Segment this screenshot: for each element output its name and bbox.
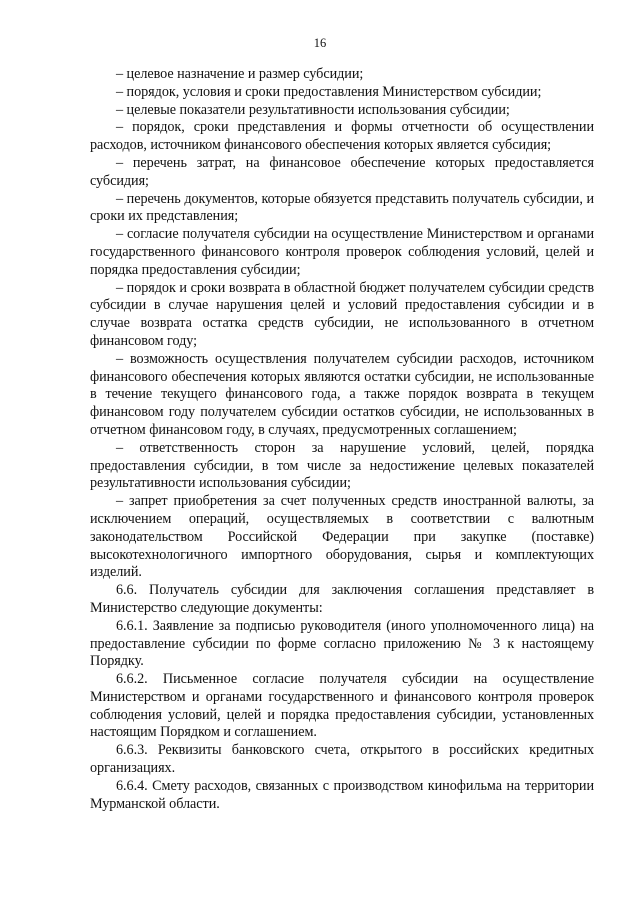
list-item-purpose: – целевое назначение и размер субсидии; (116, 66, 364, 82)
list-item-costs: – перечень затрат, на финансовое обеспечение которых предоставляется субсидия; (90, 154, 594, 189)
list-item-documents: – перечень документов, которые обязуется представить получатель субсидии, и сроки их представления; (90, 190, 594, 225)
document-body (90, 66, 594, 813)
page-number: 16 (313, 36, 327, 50)
section-6-6-1: 6.6.1. Заявление за подписью руководителя (иного уполномоченного лица) на предоставление субсидии по форме согласно приложению № 3 к настоящему Порядку. (90, 617, 594, 670)
section-6-6-2: 6.6.2. Письменное согласие получателя субсидии на осуществление Министерством и органами государственного и финансового контроля проверок соблюдения условий, целей и порядка предоставления субсидии, установленных настоящим Порядком и соглашением. (90, 671, 594, 741)
list-item-consent: – согласие получателя субсидии на осуществление Министерством и органами государственного финансового контроля проверок соблюдения условий, целей и порядка предоставления субсидии; (90, 226, 594, 278)
section-6-6-4: 6.6.4. Смету расходов, связанных с производством кинофильма на территории Мурманской области. (90, 777, 594, 812)
section-6-6: 6.6. Получатель субсидии для заключения соглашения представляет в Министерство следующие документы: (90, 582, 594, 616)
list-item-reporting: – порядок, сроки представления и формы отчетности об осуществлении расходов, источником финансового обеспечения которых является субсидия; (90, 119, 594, 154)
list-item-indicators: – целевые показатели результативности использования субсидии; (116, 101, 510, 118)
list-item-remainder: – возможность осуществления получателем субсидии расходов, источником финансового обеспечения которых являются остатки субсидии, не использованные в течение текущего финансового года, а также порядок возврата в текущем финансовом году получателем субсидии остатков субсидии, не использованных в отчетном финансовом году, в случаях, предусмотренных соглашением; (90, 350, 594, 438)
list-item-refund: – порядок и сроки возврата в областной бюджет получателем субсидии средств субсидии в случае нарушения целей и условий предоставления субсидии и в случае возврата остатка средств субсидии, не использованного в отчетном финансовом году; (90, 279, 594, 349)
list-item-procedure: – порядок, условия и сроки предоставления Министерством субсидии; (116, 83, 542, 100)
list-item-currency-ban: – запрет приобретения за счет полученных средств иностранной валюты, за исключением операций, осуществляемых в соответствии с валютным законодательством Российской Федерации при закупке (поставке) высокотехнологичного импортного оборудования, сырья и комплектующих изделий. (90, 493, 594, 581)
section-6-6-3: 6.6.3. Реквизиты банковского счета, открытого в российских кредитных организациях. (90, 742, 594, 777)
list-item-responsibility: – ответственность сторон за нарушение условий, целей, порядка предоставления субсидии, в том числе за недостижение целевых показателей результативности использования субсидии; (90, 439, 594, 492)
